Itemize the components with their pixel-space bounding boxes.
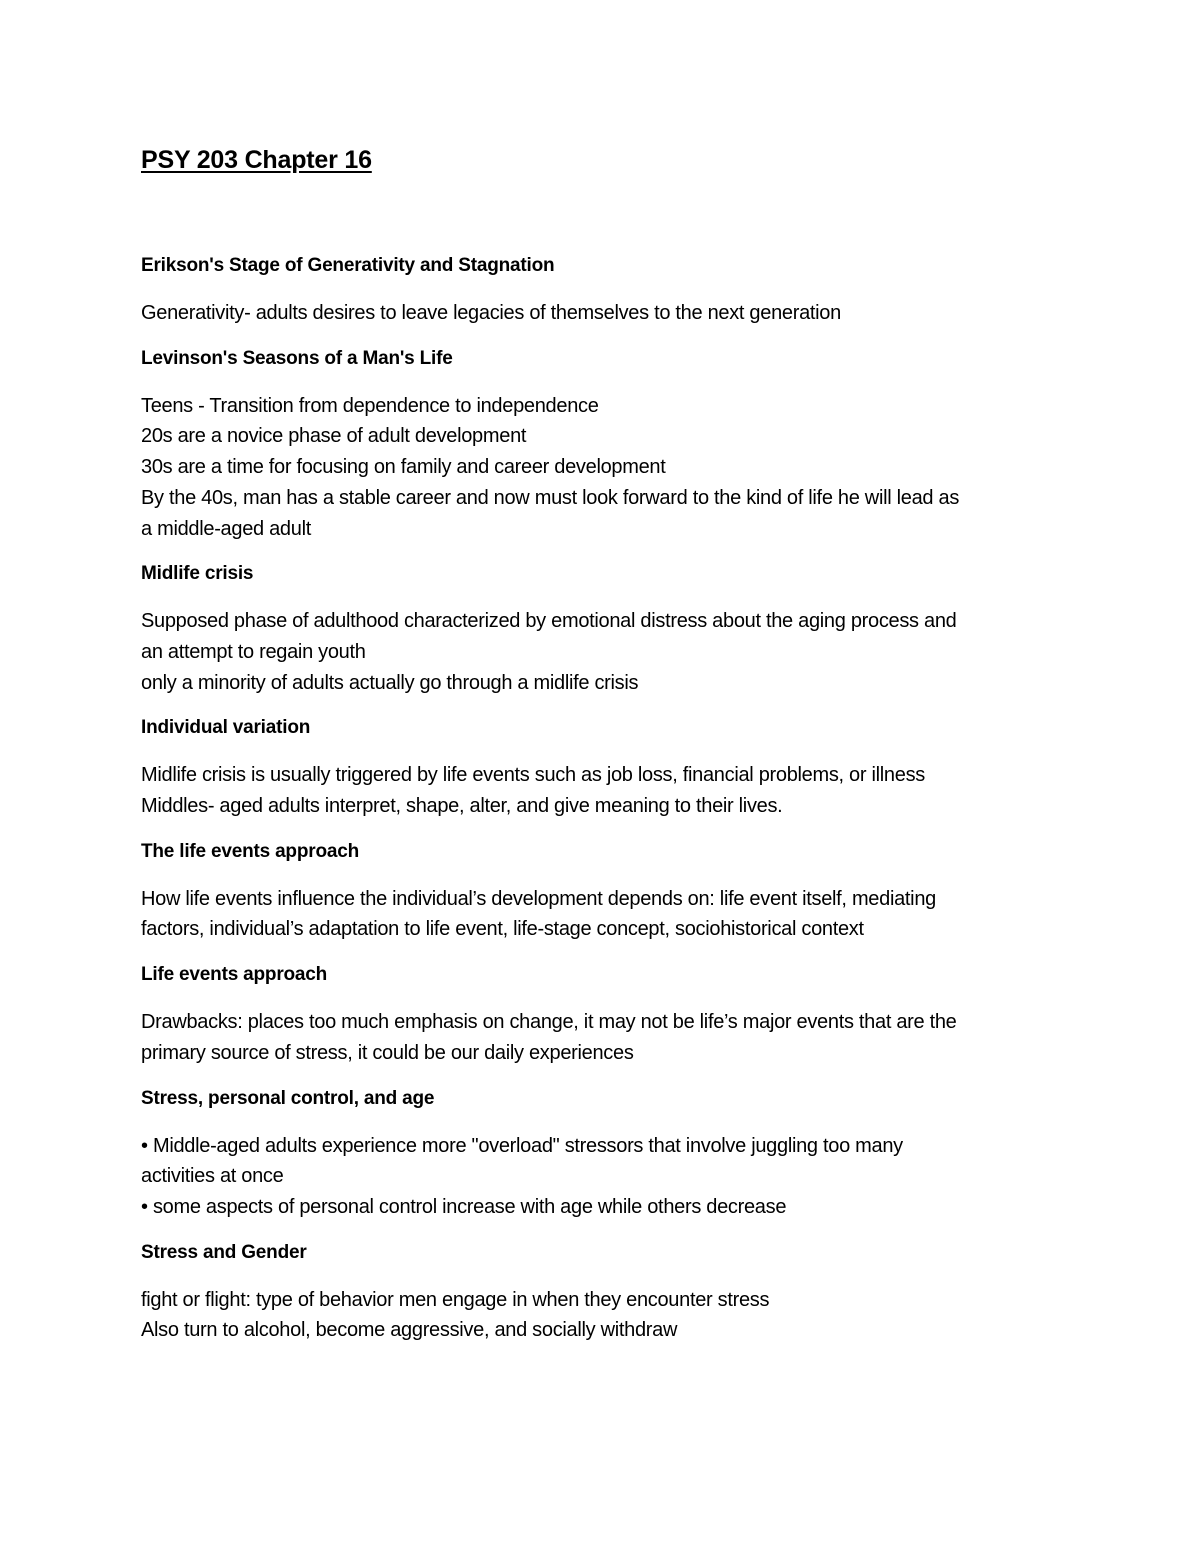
section-heading: Midlife crisis (141, 563, 254, 585)
section (141, 345, 1061, 545)
document-title: PSY 203 Chapter 16 (141, 146, 372, 174)
body-line: • some aspects of personal control increase with age while others decrease (141, 1195, 787, 1218)
section-heading: The life events approach (141, 840, 359, 862)
body-line: a middle-aged adult (141, 517, 311, 540)
section-heading: Individual variation (141, 717, 311, 739)
body-line: By the 40s, man has a stable career and now must look forward to the kind of life he will lead as (141, 486, 960, 509)
body-line: Midlife crisis is usually triggered by life events such as job loss, financial problems, or illness (141, 764, 925, 787)
body-line: Teens - Transition from dependence to independence (141, 394, 599, 417)
section (141, 1239, 1061, 1346)
section-body (141, 1007, 1061, 1068)
section-body (141, 1285, 1061, 1346)
document-content (141, 142, 1061, 1362)
body-line: Also turn to alcohol, become aggressive, and socially withdraw (141, 1319, 678, 1342)
body-line: Generativity- adults desires to leave legacies of themselves to the next generation (141, 302, 841, 324)
section-heading: Stress, personal control, and age (141, 1087, 435, 1109)
body-line: Drawbacks: places too much emphasis on change, it may not be life’s major events that are the (141, 1011, 957, 1034)
section-body (141, 1131, 1061, 1223)
section-body (141, 298, 1061, 329)
body-line: fight or flight: type of behavior men engage in when they encounter stress (141, 1288, 770, 1311)
section (141, 1085, 1061, 1223)
body-line: primary source of stress, it could be our daily experiences (141, 1041, 634, 1064)
body-line: an attempt to regain youth (141, 640, 366, 663)
body-line: How life events influence the individual’s development depends on: life event itself, mediating (141, 887, 936, 910)
section-body (141, 606, 1061, 698)
section (141, 560, 1061, 698)
section (141, 961, 1061, 1068)
body-line: only a minority of adults actually go through a midlife crisis (141, 671, 639, 694)
section-body (141, 884, 1061, 945)
section-heading: Levinson's Seasons of a Man's Life (141, 347, 453, 369)
body-line: activities at once (141, 1165, 284, 1188)
section-heading: Life events approach (141, 964, 328, 986)
section (141, 838, 1061, 945)
section-heading: Erikson's Stage of Generativity and Stagnation (141, 255, 555, 276)
section-body (141, 391, 1061, 545)
sections-container (141, 252, 1061, 1346)
body-line: Supposed phase of adulthood characterized by emotional distress about the aging process and (141, 610, 957, 633)
section-heading: Stress and Gender (141, 1241, 307, 1263)
section-body (141, 760, 1061, 821)
section (141, 714, 1061, 821)
body-line: 30s are a time for focusing on family and career development (141, 456, 666, 479)
body-line: 20s are a novice phase of adult development (141, 425, 527, 448)
section (141, 252, 1061, 329)
body-line: factors, individual’s adaptation to life event, life-stage concept, sociohistorical context (141, 918, 864, 941)
body-line: • Middle-aged adults experience more "overload" stressors that involve juggling too many (141, 1134, 903, 1157)
body-line: Middles- aged adults interpret, shape, alter, and give meaning to their lives. (141, 795, 783, 818)
